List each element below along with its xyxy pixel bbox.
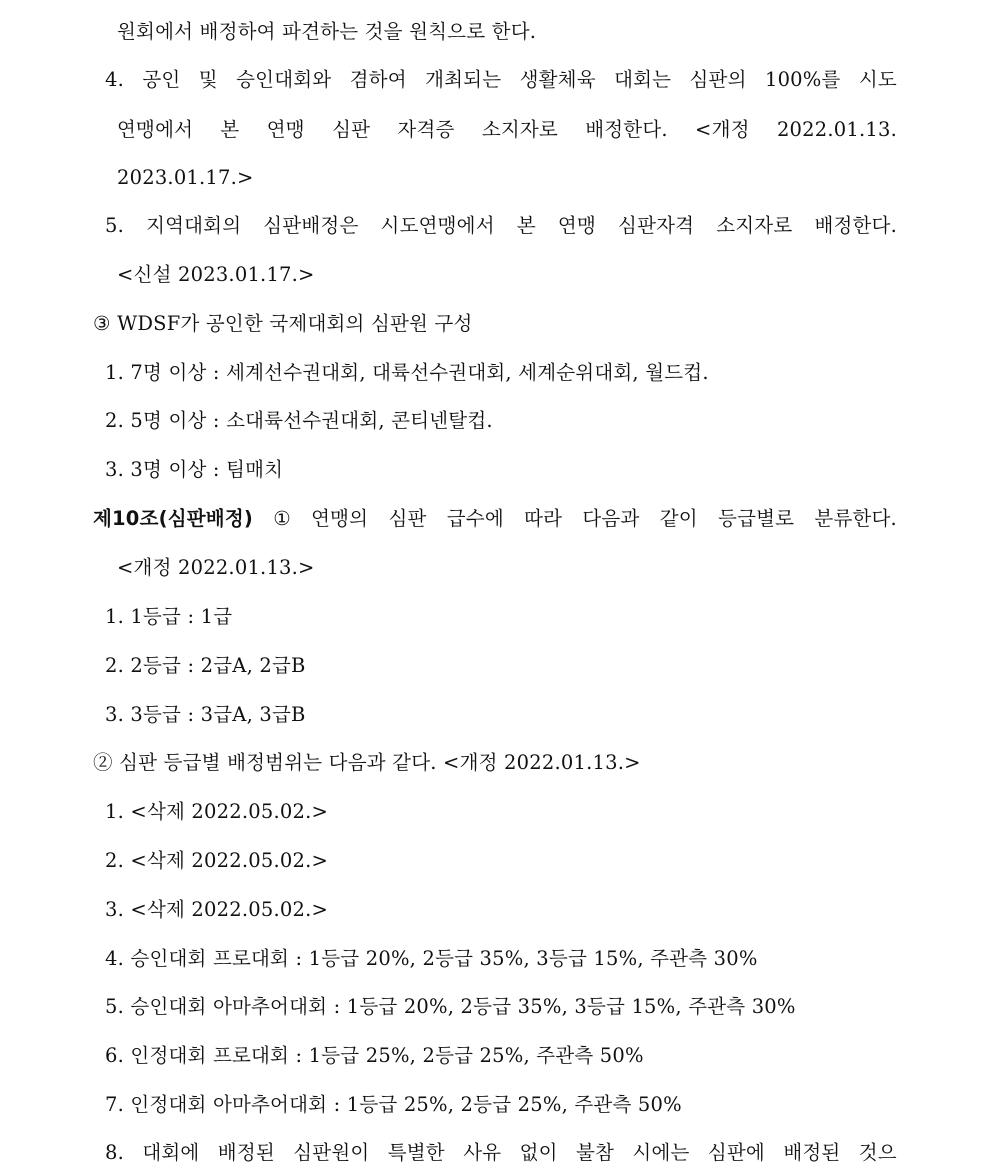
line-text: 6. 인정대회 프로대회 : 1등급 25%, 2등급 25%, 주관측 50%: [105, 1044, 644, 1067]
word: 승인대회와: [236, 68, 332, 91]
text-line: [105, 353, 897, 393]
line-text: 7. 인정대회 아마추어대회 : 1등급 25%, 2등급 25%, 주관측 50%: [105, 1093, 682, 1116]
word: 심판의: [689, 68, 747, 91]
text-line: [105, 597, 897, 637]
word: 같이: [659, 507, 698, 530]
text-line: [93, 304, 897, 344]
word: 심판에: [707, 1141, 765, 1164]
word: 연맹의: [311, 507, 369, 530]
line-text: 원회에서 배정하여 파견하는 것을 원칙으로 한다.: [117, 20, 537, 43]
word: 연맹: [266, 118, 305, 141]
text-line: [105, 987, 897, 1027]
word: 불참: [576, 1141, 615, 1164]
text-line: [117, 158, 897, 198]
line-text: 3. 3등급 : 3급A, 3급B: [105, 703, 306, 726]
word: 특별한: [387, 1141, 445, 1164]
word: 대회는: [614, 68, 672, 91]
text-line: [117, 110, 897, 150]
line-text: 2. 2등급 : 2급A, 2급B: [105, 654, 306, 677]
line-text: ③ WDSF가 공인한 국제대회의 심판원 구성: [93, 312, 473, 335]
word: 배정한다.: [814, 214, 897, 237]
line-text: 3. 3명 이상 : 팀매치: [105, 458, 284, 481]
word: 심판: [388, 507, 427, 530]
word: 심판배정은: [263, 214, 359, 237]
word: 100%를: [764, 68, 841, 91]
word: 배정된: [783, 1141, 841, 1164]
word: 소지자로: [716, 214, 793, 237]
line-text: 2023.01.17.>: [117, 166, 254, 189]
word: 소지자로: [481, 118, 558, 141]
word: 시도: [858, 68, 897, 91]
word: 시에는: [632, 1141, 690, 1164]
word: 사유: [463, 1141, 502, 1164]
word: 등급별로: [718, 507, 795, 530]
article-heading-line: [93, 499, 897, 539]
word: 생활체육: [519, 68, 596, 91]
text-line: [105, 60, 897, 100]
text-line: [117, 255, 897, 295]
text-line: [105, 939, 897, 979]
word: 지역대회의: [146, 214, 242, 237]
word: 연맹: [557, 214, 596, 237]
word: 개최되는: [425, 68, 502, 91]
word: 및: [198, 68, 218, 91]
text-line: [105, 841, 897, 881]
word: <개정: [695, 118, 750, 141]
text-line: [105, 1085, 897, 1125]
text-line: [117, 548, 897, 588]
line-text: 2. <삭제 2022.05.02.>: [105, 849, 329, 872]
word: 시도연맹에서: [380, 214, 495, 237]
text-line: [105, 1133, 897, 1173]
line-text: 1. 7명 이상 : 세계선수권대회, 대륙선수권대회, 세계순위대회, 월드컵.: [105, 361, 709, 384]
word: 5.: [105, 214, 125, 237]
word: 것으: [858, 1141, 897, 1164]
word: 본: [516, 214, 536, 237]
word: 배정한다.: [585, 118, 668, 141]
text-line: [105, 890, 897, 930]
line-text: 1. <삭제 2022.05.02.>: [105, 800, 329, 823]
word: 대회에: [142, 1141, 200, 1164]
word: 겸하여: [349, 68, 407, 91]
word: 따라: [524, 507, 563, 530]
word: 심판원이: [293, 1141, 370, 1164]
text-line: [105, 401, 897, 441]
word: 없이: [519, 1141, 558, 1164]
word: ①: [273, 507, 291, 530]
word: 심판자격: [618, 214, 695, 237]
word: 2022.01.13.: [776, 118, 897, 141]
line-text: 2. 5명 이상 : 소대륙선수권대회, 콘티넨탈컵.: [105, 409, 493, 432]
word: 4.: [105, 68, 125, 91]
line-text: 3. <삭제 2022.05.02.>: [105, 898, 329, 921]
line-text: ② 심판 등급별 배정범위는 다음과 같다. <개정 2022.01.13.>: [93, 751, 641, 774]
word: 본: [220, 118, 240, 141]
word: 다음과: [582, 507, 640, 530]
word: 심판: [332, 118, 371, 141]
line-text: 1. 1등급 : 1급: [105, 605, 233, 628]
word: 분류한다.: [814, 507, 897, 530]
word: 공인: [142, 68, 181, 91]
text-line: [105, 792, 897, 832]
text-line: [105, 646, 897, 686]
text-line: [105, 450, 897, 490]
line-text: 5. 승인대회 아마추어대회 : 1등급 20%, 2등급 35%, 3등급 15%, 주관측 30%: [105, 995, 796, 1018]
word: 8.: [105, 1141, 125, 1164]
word: 연맹에서: [117, 118, 194, 141]
text-line: [117, 12, 897, 52]
line-text: <개정 2022.01.13.>: [117, 556, 315, 579]
text-line: [105, 695, 897, 735]
line-text: <신설 2023.01.17.>: [117, 263, 315, 286]
word: 자격증: [397, 118, 455, 141]
text-line: [93, 743, 897, 783]
line-text: 4. 승인대회 프로대회 : 1등급 20%, 2등급 35%, 3등급 15%, 주관측 30%: [105, 947, 758, 970]
word: 배정된: [217, 1141, 275, 1164]
article-title: 제10조(심판배정): [93, 507, 253, 530]
text-line: [105, 206, 897, 246]
word: 급수에: [446, 507, 504, 530]
text-line: [105, 1036, 897, 1076]
